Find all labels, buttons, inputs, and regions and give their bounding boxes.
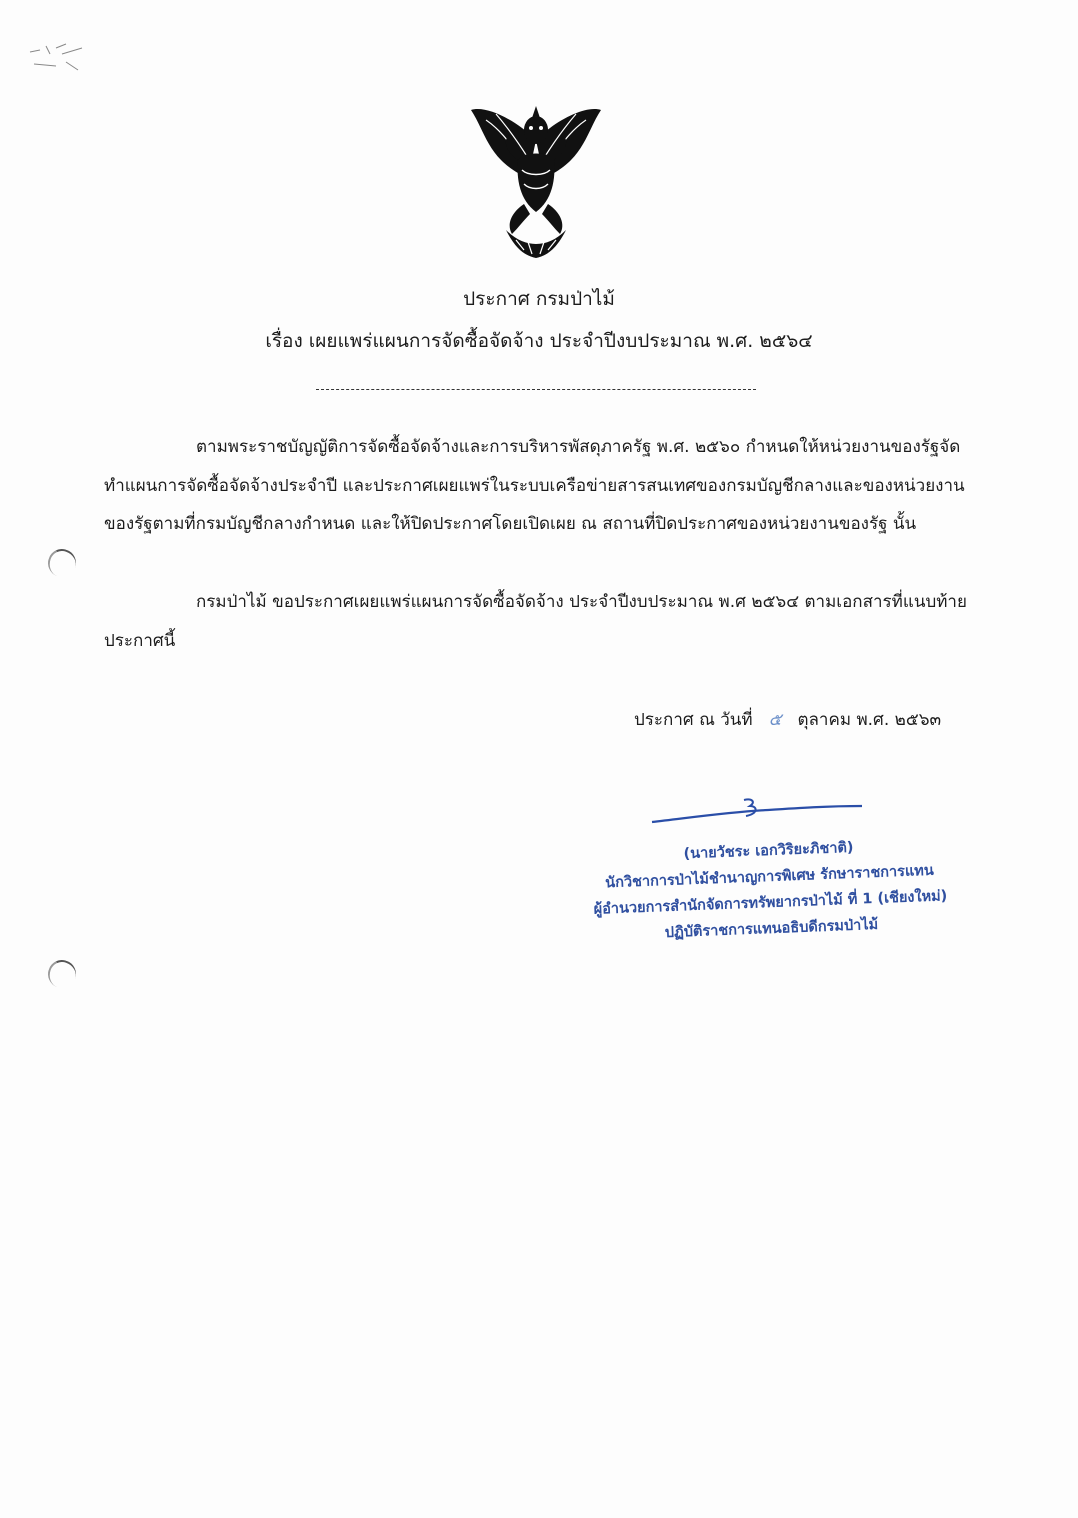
handwritten-signature (648, 788, 868, 828)
signatory-position-3: ปฏิบัติราชการแทนอธิบดีกรมป่าไม้ (664, 916, 879, 942)
date-day-handwritten: ๕ (768, 710, 782, 730)
punch-hole-mark (44, 956, 80, 992)
body-paragraph-2-text: กรมป่าไม้ ขอประกาศเผยแพร่แผนการจัดซื้อจัดจ้าง ประจำปีงบประมาณ พ.ศ ๒๕๖๔ ตามเอกสารที่แนบท้ายประกาศนี้ (104, 592, 967, 651)
body-paragraph-1-text: ตามพระราชบัญญัติการจัดซื้อจัดจ้างและการบริหารพัสดุภาครัฐ พ.ศ. ๒๕๖๐ กำหนดให้หน่วยงานของรัฐจัดทำแผนการจัดซื้อจัดจ้างประจำปี และประกาศเผยแพร่ในระบบเครือข่ายสารสนเทศของกรมบัญชีกลางและของหน่วยงานของรัฐตามที่กรมบัญชีกลางกำหนด และให้ปิดประกาศโดยเปิดเผย ณ สถานที่ปิดประกาศของหน่วยงานของรัฐ นั้น (104, 437, 965, 534)
announcement-subject: เรื่อง เผยแพร่แผนการจัดซื้อจัดจ้าง ประจำปีงบประมาณ พ.ศ. ๒๕๖๔ (265, 330, 813, 352)
signatory-position-1: นักวิชาการป่าไม้ชำนาญการพิเศษ รักษาราชการแทน (604, 862, 935, 892)
signatory-position-2: ผู้อำนวยการสำนักจัดการทรัพยากรป่าไม้ ที่ 1 (เชียงใหม่) (593, 888, 948, 918)
body-paragraph-2 (104, 583, 976, 660)
date-prefix: ประกาศ ณ วันที่ (634, 710, 753, 730)
garuda-emblem-icon (466, 100, 606, 260)
body-paragraph-1 (104, 428, 976, 544)
corner-scribble-mark (26, 40, 96, 80)
punch-hole-mark (44, 545, 80, 581)
dashed-divider (316, 389, 756, 390)
announcement-date (634, 706, 941, 733)
signatory-stamp (558, 830, 982, 950)
signatory-name: (นายวัชระ เอกวิริยะภิชาติ) (683, 839, 854, 863)
date-suffix: ตุลาคม พ.ศ. ๒๕๖๓ (797, 710, 942, 730)
announcement-heading: ประกาศ กรมป่าไม้ (463, 288, 615, 310)
